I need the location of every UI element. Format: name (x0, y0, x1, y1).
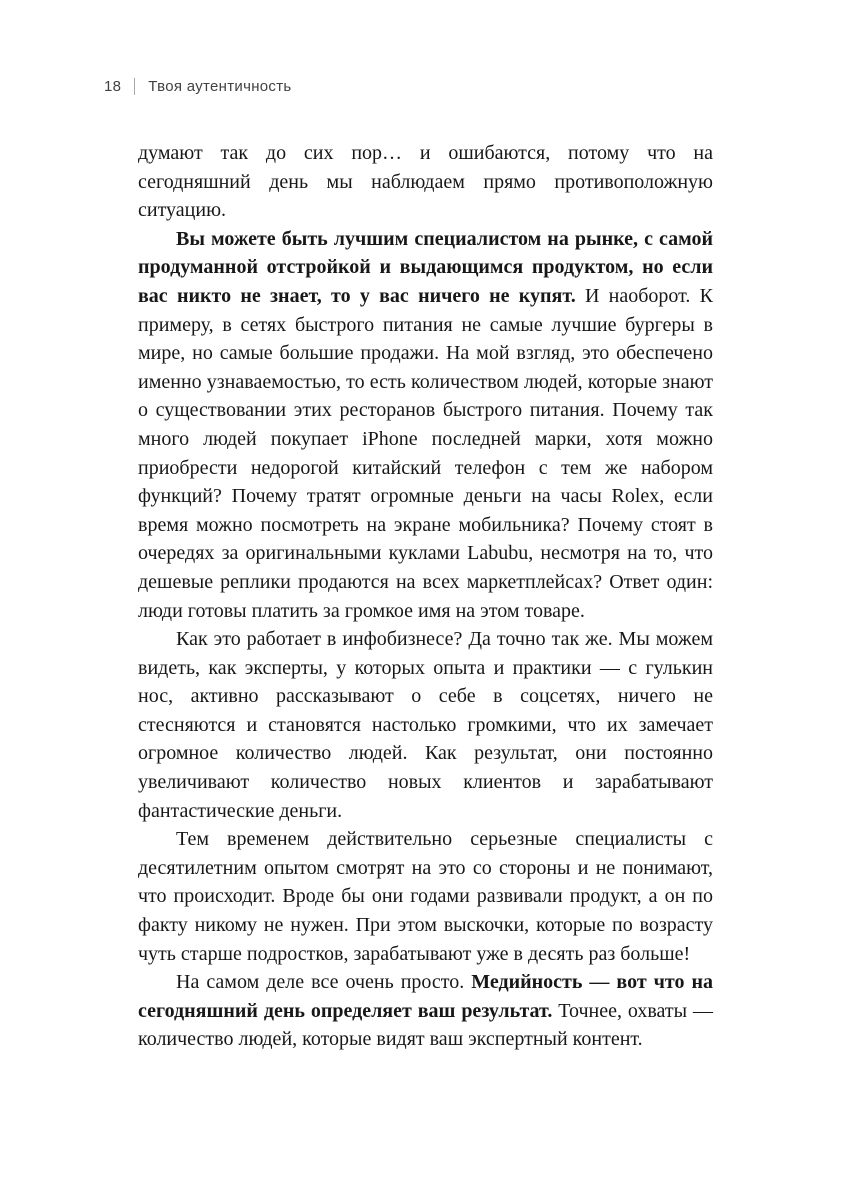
text-run: И наоборот. К примеру, в сетях быстрого питания не самые лучшие бургеры в мире, но самые большие продажи. На мой взгляд, это обеспечено именно узнаваемостью, то есть количеством людей, которые знают о существовании этих ресторанов быстрого питания. Почему так много людей покупает iPhone последней марки, хотя можно приобрести недорогой китайский телефон с тем же набором функций? Почему тратят огромные деньги на часы Rolex, если время можно посмотреть на экране мобильника? Почему стоят в очередях за оригинальными куклами Labubu, несмотря на то, что дешевые реплики продаются на всех маркетплейсах? Ответ один: люди готовы платить за громкое имя на этом товаре. (138, 284, 713, 622)
paragraph (138, 968, 713, 1054)
running-header (104, 78, 292, 95)
header-divider (134, 78, 135, 95)
paragraph (138, 225, 713, 625)
page-number: 18 (104, 78, 122, 95)
paragraph (138, 625, 713, 825)
paragraph (138, 825, 713, 968)
bold-text-run: Вы можете быть лучшим специалистом на рынке, с самой продуманной отстройкой и выдающимся продуктом, но если вас никто не знает, то у вас ничего не купят. (138, 227, 713, 307)
paragraph (138, 139, 713, 225)
text-run: Точнее, охваты — количество людей, которые видят ваш экспертный контент. (138, 999, 713, 1051)
text-run: думают так до сих пор… и ошибаются, потому что на сегодняшний день мы наблюдаем прямо противоположную ситуацию. (138, 142, 713, 222)
body-text (138, 139, 713, 1054)
text-run: Как это работает в инфобизнесе? Да точно так же. Мы можем видеть, как эксперты, у которых опыта и практики — с гулькин нос, активно рассказывают о себе в соцсетях, ничего не стесняются и становятся настолько громкими, что их замечает огромное количество людей. Как результат, они постоянно увеличивают количество новых клиентов и зарабатывают фантастические деньги. (138, 628, 713, 822)
bold-text-run: Медийность — вот что на сегодняшний день определяет ваш результат. (138, 971, 714, 1022)
chapter-title: Твоя аутентичность (148, 78, 292, 95)
text-run: Тем временем действительно серьезные специалисты с десятилетним опытом смотрят на это со стороны и не понимают, что происходит. Вроде бы они годами развивали продукт, а он по факту никому не нужен. При этом выскочки, которые по возрасту чуть старше подростков, зарабатывают уже в десять раз больше! (138, 828, 713, 965)
text-run: На самом деле все очень просто. (176, 971, 472, 994)
